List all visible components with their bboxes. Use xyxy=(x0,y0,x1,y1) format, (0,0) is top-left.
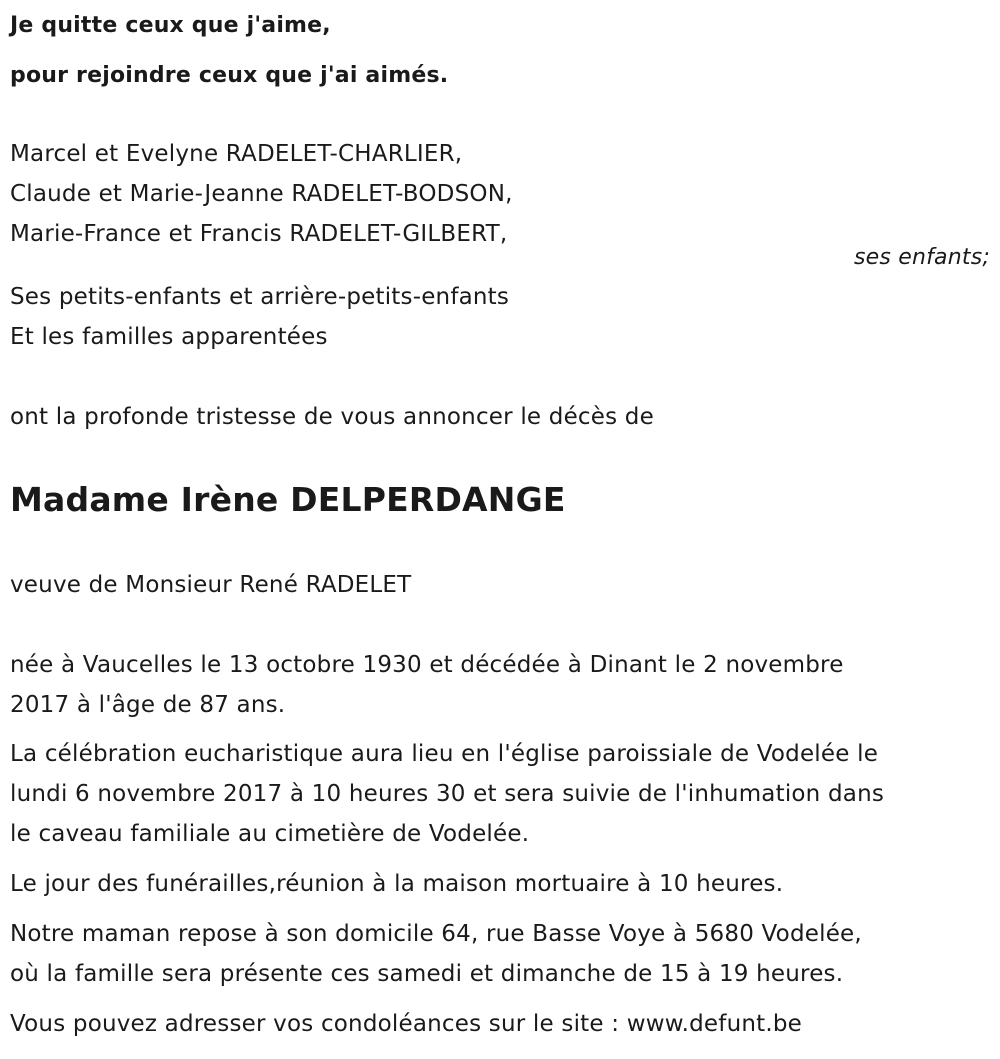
child-couple-1: Marcel et Evelyne RADELET-CHARLIER, xyxy=(10,141,463,167)
child-couple-2: Claude et Marie-Jeanne RADELET-BODSON, xyxy=(10,181,513,207)
condolences-line: Vous pouvez adresser vos condoléances sur le site : www.defunt.be xyxy=(10,1011,803,1037)
celebration-line-1: La célébration eucharistique aura lieu en l'église paroissiale de Vodelée le xyxy=(10,741,879,767)
epigraph-line-1: Je quitte ceux que j'aime, xyxy=(10,13,331,38)
celebration-line-2: lundi 6 novembre 2017 à 10 heures 30 et sera suivie de l'inhumation dans xyxy=(10,781,885,807)
resting-line-1: Notre maman repose à son domicile 64, rue Basse Voye à 5680 Vodelée, xyxy=(10,921,862,947)
resting-line-2: où la famille sera présente ces samedi et dimanche de 15 à 19 heures. xyxy=(10,961,844,987)
widow-of-line: veuve de Monsieur René RADELET xyxy=(10,572,412,598)
birth-death-line-1: née à Vaucelles le 13 octobre 1930 et décédée à Dinant le 2 novembre xyxy=(10,652,844,678)
funeral-meeting-line: Le jour des funérailles,réunion à la maison mortuaire à 10 heures. xyxy=(10,871,784,897)
related-families-line: Et les familles apparentées xyxy=(10,324,328,350)
children-label: ses enfants; xyxy=(853,245,990,270)
child-couple-3: Marie-France et Francis RADELET-GILBERT, xyxy=(10,221,508,247)
deceased-name: Madame Irène DELPERDANGE xyxy=(10,480,566,519)
birth-death-line-2: 2017 à l'âge de 87 ans. xyxy=(10,692,286,718)
grandchildren-line: Ses petits-enfants et arrière-petits-enfants xyxy=(10,284,510,310)
announcement-line: ont la profonde tristesse de vous annoncer le décès de xyxy=(10,404,654,430)
epigraph-line-2: pour rejoindre ceux que j'ai aimés. xyxy=(10,63,449,88)
celebration-line-3: le caveau familiale au cimetière de Vodelée. xyxy=(10,821,530,847)
